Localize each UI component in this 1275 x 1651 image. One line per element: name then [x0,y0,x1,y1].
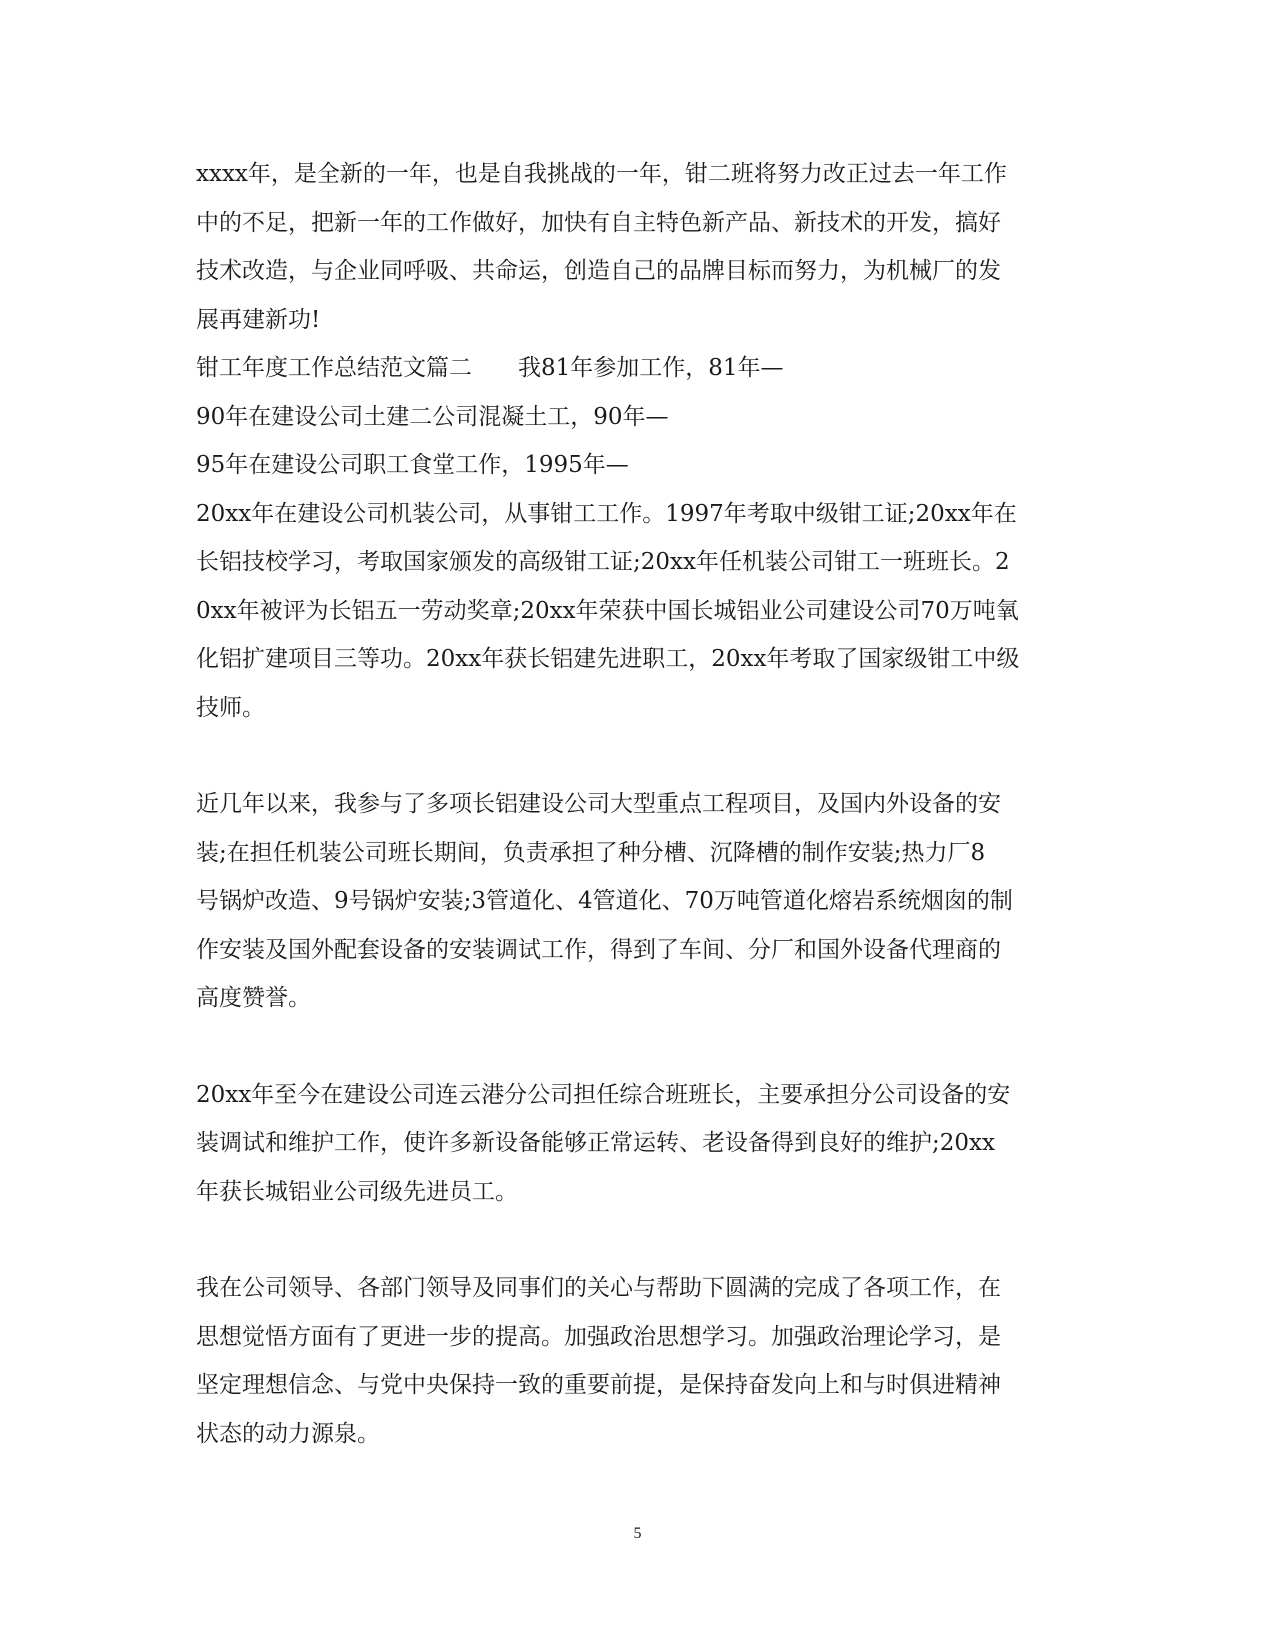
paragraph-3 [196,1071,1076,1217]
text-line: 年获长城铝业公司级先进员工。 [196,1178,518,1205]
paragraph-1 [196,150,1076,732]
text-line: 作安装及国外配套设备的安装调试工作，得到了车间、分厂和国外设备代理商的 [196,936,1001,963]
text-line: 我在公司领导、各部门领导及同事们的关心与帮助下圆满的完成了各项工作，在 [196,1275,1001,1301]
document-body [196,150,1076,1458]
text-line: 技师。 [196,694,265,721]
text-line: 技术改造，与企业同呼吸、共命运，创造自己的品牌目标而努力，为机械厂的发 [196,258,1001,284]
text-line: 化铝扩建项目三等功。20xx年获长铝建先进职工，20xx年考取了国家级钳工中级 [196,646,1020,672]
paragraph-gap [196,1216,1076,1264]
paragraph-4 [196,1264,1076,1458]
text-line: 0xx年被评为长铝五一劳动奖章;20xx年荣获中国长城铝业公司建设公司70万吨氧 [196,597,1019,624]
text-line: 20xx年在建设公司机装公司，从事钳工工作。1997年考取中级钳工证;20xx年在 [196,500,1017,527]
text-line: 近几年以来，我参与了多项长铝建设公司大型重点工程项目，及国内外设备的安 [196,791,1001,817]
text-line: 90年在建设公司土建二公司混凝土工，90年— [196,403,669,430]
paragraph-gap [196,732,1076,780]
text-line: xxxx年，是全新的一年，也是自我挑战的一年，钳二班将努力改正过去一年工作 [196,161,1007,187]
text-line: 状态的动力源泉。 [196,1420,380,1447]
text-line: 装调试和维护工作，使许多新设备能够正常运转、老设备得到良好的维护;20xx [196,1130,995,1156]
text-line: 坚定理想信念、与党中央保持一致的重要前提，是保持奋发向上和与时俱进精神 [196,1372,1001,1398]
text-line: 展再建新功! [196,306,321,333]
text-line: 中的不足，把新一年的工作做好，加快有自主特色新产品、新技术的开发，搞好 [196,209,1001,236]
paragraph-gap [196,1023,1076,1071]
section-heading-line: 钳工年度工作总结范文篇二 我81年参加工作，81年— [196,355,784,381]
text-line: 号锅炉改造、9号锅炉安装;3管道化、4管道化、70万吨管道化熔岩系统烟囱的制 [196,888,1013,914]
text-line: 95年在建设公司职工食堂工作，1995年— [196,452,629,478]
text-line: 思想觉悟方面有了更进一步的提高。加强政治思想学习。加强政治理论学习，是 [196,1323,1001,1350]
text-line: 长铝技校学习，考取国家颁发的高级钳工证;20xx年任机装公司钳工一班班长。2 [196,549,1010,575]
text-line: 20xx年至今在建设公司连云港分公司担任综合班班长，主要承担分公司设备的安 [196,1081,1011,1108]
paragraph-2 [196,780,1076,1023]
text-line: 高度赞誉。 [196,985,311,1011]
text-line: 装;在担任机装公司班长期间，负责承担了种分槽、沉降槽的制作安装;热力厂8 [196,839,986,866]
page-number: 5 [633,1525,642,1542]
